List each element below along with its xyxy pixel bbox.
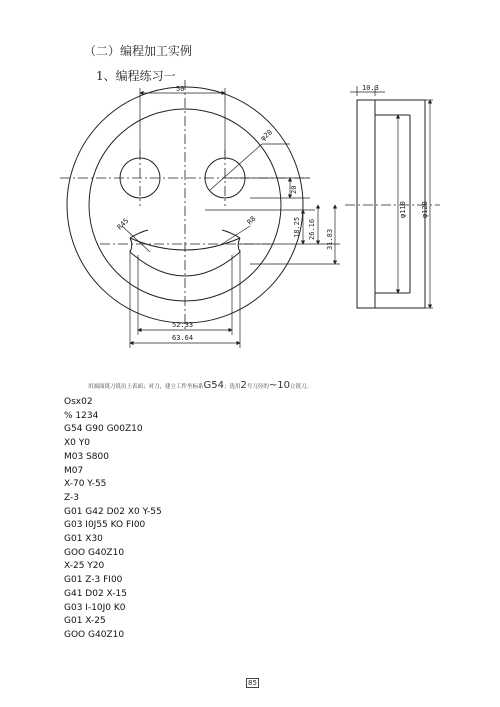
exercise-heading: 1、编程练习一: [96, 69, 176, 83]
dim-50: 50: [176, 85, 185, 93]
code-line: G54 G90 G00Z10: [64, 424, 143, 435]
code-line: G01 X-25: [64, 616, 106, 627]
dim-r8: R8: [245, 214, 258, 227]
dim-phi110: φ110: [399, 201, 407, 218]
code-line: G01 G42 D02 X0 Y-55: [64, 506, 162, 517]
code-line: Z-3: [64, 492, 79, 503]
code-line: X0 Y0: [64, 438, 90, 449]
dim-r45: R45: [115, 216, 131, 232]
code-line: G01 X30: [64, 534, 103, 545]
dim-20: 20: [290, 185, 298, 194]
code-line: M07: [64, 465, 84, 476]
dim-26-16: 26.16: [308, 218, 316, 240]
technical-drawing: [0, 75, 500, 375]
code-line: X-25 Y20: [64, 561, 105, 572]
dim-52-33: 52.33: [172, 321, 194, 329]
dim-10-3: 10.3: [362, 84, 379, 92]
code-line: X-70 Y-55: [64, 479, 107, 490]
code-line: % 1234: [64, 410, 99, 421]
code-line: Osx02: [64, 397, 93, 407]
code-line: G03 I-10J0 K0: [64, 602, 126, 613]
code-line: G03 I0J55 KO FI00: [64, 520, 146, 531]
code-line: G01 Z-3 FI00: [64, 575, 123, 586]
code-line: M03 S800: [64, 451, 109, 462]
dim-phi120: φ120: [421, 201, 429, 218]
code-line: GOO G40Z10: [64, 547, 125, 558]
dim-31-83: 31.83: [326, 228, 334, 250]
section-heading: （二）编程加工实例: [84, 44, 193, 58]
code-line: G41 D02 X-15: [64, 588, 127, 599]
instruction-caption: 用端面铣刀铣出上表面；对刀，建立工件坐标系G54；选用2号刀径的~10立铣刀。: [88, 380, 313, 391]
page-number: 85: [248, 679, 257, 687]
nc-program: [64, 396, 162, 643]
dim-phi20: φ20: [259, 128, 274, 143]
code-line: GOO G40Z10: [64, 629, 125, 640]
side-view-body: [357, 100, 375, 308]
dim-63-64: 63.64: [172, 334, 194, 342]
dim-18-25: 18.25: [293, 216, 301, 238]
